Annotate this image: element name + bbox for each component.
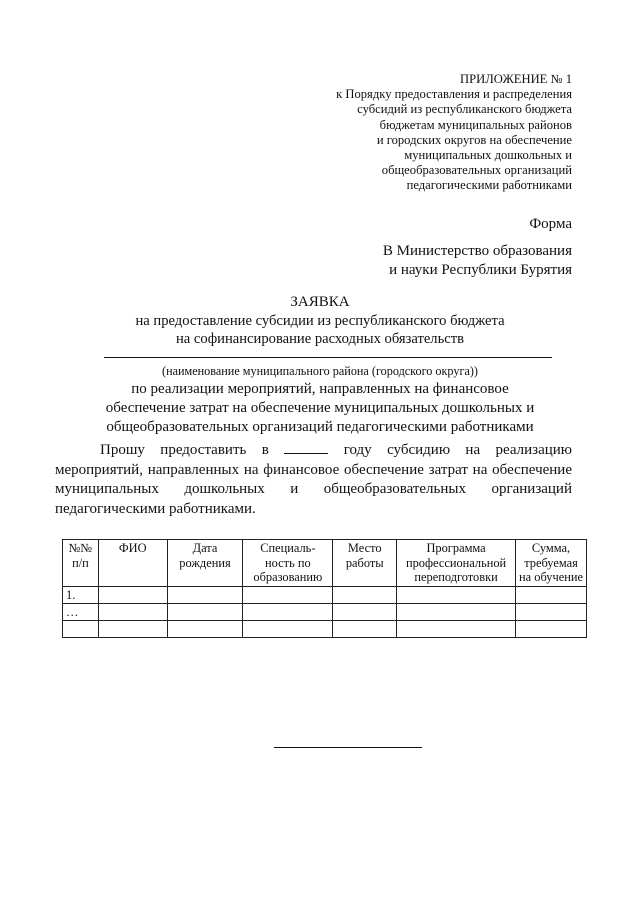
table-cell[interactable] <box>98 603 167 620</box>
addressee-line: и науки Республики Бурятия <box>389 262 572 278</box>
table-cell[interactable] <box>516 620 587 637</box>
table-cell[interactable] <box>243 620 333 637</box>
municipality-caption: (наименование муниципального района (городского округа)) <box>162 364 478 378</box>
column-header-program: Программа профессиональной переподготовки <box>397 540 516 587</box>
table-cell[interactable] <box>63 620 99 637</box>
table-row <box>63 586 587 603</box>
request-paragraph <box>55 441 572 519</box>
purpose-line: по реализации мероприятий, направленных на финансовое <box>131 381 509 397</box>
document-title: ЗАЯВКА <box>290 294 350 310</box>
table-cell[interactable] <box>98 620 167 637</box>
appendix-line: муниципальных дошкольных и <box>404 148 572 163</box>
table-cell[interactable] <box>516 603 587 620</box>
table-cell[interactable] <box>98 586 167 603</box>
addressee-block <box>383 242 572 280</box>
appendix-line: педагогическими работниками <box>406 178 572 193</box>
table-cell[interactable] <box>243 603 333 620</box>
table-cell[interactable]: … <box>63 603 99 620</box>
table-cell[interactable] <box>167 603 243 620</box>
heading-line: на софинансирование расходных обязательств <box>175 331 464 347</box>
column-header-amount: Сумма, требуемая на обучение <box>516 540 587 587</box>
purpose-line: общеобразовательных организаций педагогическими работниками <box>106 419 534 435</box>
table-cell[interactable] <box>397 620 516 637</box>
table-cell[interactable] <box>333 586 397 603</box>
form-label: Форма <box>529 216 572 232</box>
table-cell[interactable] <box>516 586 587 603</box>
appendix-line: ПРИЛОЖЕНИЕ № 1 <box>460 72 572 86</box>
appendix-line: бюджетам муниципальных районов <box>379 117 572 132</box>
staff-table <box>62 539 587 638</box>
column-header-birth-date: Дата рождения <box>167 540 243 587</box>
table-cell[interactable] <box>243 586 333 603</box>
table-cell[interactable]: 1. <box>63 586 99 603</box>
table-cell[interactable] <box>167 586 243 603</box>
table-cell[interactable] <box>167 620 243 637</box>
appendix-line: общеобразовательных организаций <box>381 163 572 178</box>
column-header-specialty: Специаль-ность по образованию <box>243 540 333 587</box>
year-blank[interactable] <box>284 441 328 454</box>
addressee-line: В Министерство образования <box>382 243 572 259</box>
table-row <box>63 603 587 620</box>
appendix-line: к Порядку предоставления и распределения <box>336 87 572 102</box>
appendix-line: субсидий из республиканского бюджета <box>357 102 572 117</box>
column-header-workplace: Место работы <box>333 540 397 587</box>
request-text-rest: году субсидию на реализацию мероприятий, направленных на финансовое обеспечение затрат на обеспечение муниципальных дошкольных и общеобразовательных организаций педагогическими работниками. <box>55 442 573 517</box>
heading-line: на предоставление субсидии из республиканского бюджета <box>135 313 505 329</box>
municipality-name-blank[interactable] <box>104 357 552 358</box>
purpose-line: обеспечение затрат на обеспечение муниципальных дошкольных и <box>105 400 535 416</box>
appendix-line: и городских округов на обеспечение <box>376 132 572 147</box>
table-cell[interactable] <box>397 603 516 620</box>
table-cell[interactable] <box>333 603 397 620</box>
column-header-fio: ФИО <box>98 540 167 587</box>
signature-line[interactable] <box>274 747 422 748</box>
column-header-number: №№ п/п <box>63 540 99 587</box>
table-header-row <box>63 540 587 587</box>
table-cell[interactable] <box>397 586 516 603</box>
table-row <box>63 620 587 637</box>
table-cell[interactable] <box>333 620 397 637</box>
request-text-start: Прошу предоставить в <box>100 442 269 458</box>
appendix-block <box>272 72 572 194</box>
